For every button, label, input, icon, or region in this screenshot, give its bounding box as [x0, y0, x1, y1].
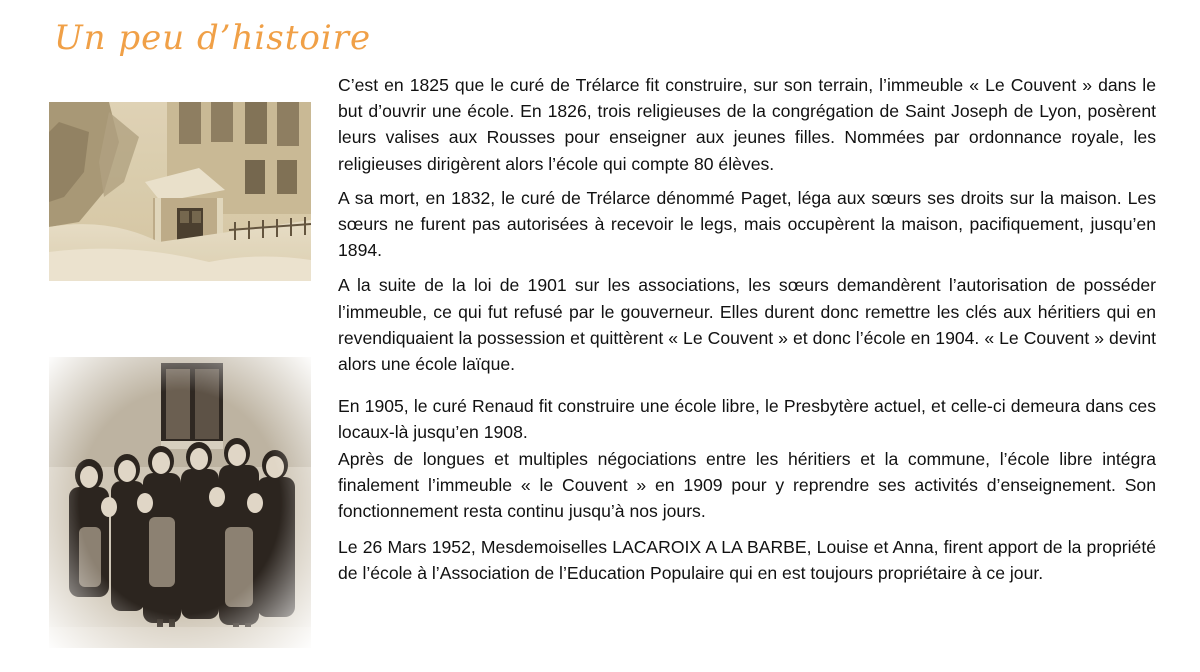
- school-group-photo: [49, 357, 311, 648]
- history-text: [338, 72, 1156, 587]
- paragraph-1832: A sa mort, en 1832, le curé de Trélarce dénommé Paget, léga aux sœurs ses droits sur la maison. Les sœurs ne furent pas autorisées à recevoir le legs, mais occupèrent la maison, pacifiquement, jusqu’en 1894.: [338, 187, 1156, 261]
- paragraph-1901: A la suite de la loi de 1901 sur les associations, les sœurs demandèrent l’autorisation de posséder l’immeuble, ce qui fut refusé par le gouverneur. Elles durent donc remettre les clés aux héritiers qui en revendiquaient la possession et quittèrent « Le Couvent » et donc l’école en 1904. « Le Couvent » devint alors une école laïque.: [338, 275, 1156, 375]
- page-title: Un peu d’histoire: [54, 18, 372, 58]
- paragraph-1905: En 1905, le curé Renaud fit construire une école libre, le Presbytère actuel, et celle-ci demeura dans ces locaux-là jusqu’en 1908.: [338, 396, 1156, 443]
- paragraph-negotiations: Après de longues et multiples négociations entre les héritiers et la commune, l’école libre intégra finalement l’immeuble « le Couvent » en 1909 pour y reprendre ses activités d’enseignement. Son fonctionnement resta continu jusqu’à nos jours.: [338, 448, 1156, 522]
- paragraph-1825: C’est en 1825 que le curé de Trélarce fit construire, sur son terrain, l’immeuble « Le Couvent » dans le but d’ouvrir une école. En 1826, trois religieuses de la congrégation de Saint Joseph de Lyon, posèrent leurs valises aux Rousses pour enseigner aux jeunes filles. Nommées par ordonnance royale, les religieuses dirigèrent alors l’école qui compte 80 élèves.: [338, 75, 1156, 174]
- paragraph-1952: Le 26 Mars 1952, Mesdemoiselles LACAROIX A LA BARBE, Louise et Anna, firent apport de la propriété de l’école à l’Association de l’Education Populaire qui en est toujours propriétaire à ce jour.: [338, 537, 1156, 584]
- winter-house-photo: [49, 102, 311, 281]
